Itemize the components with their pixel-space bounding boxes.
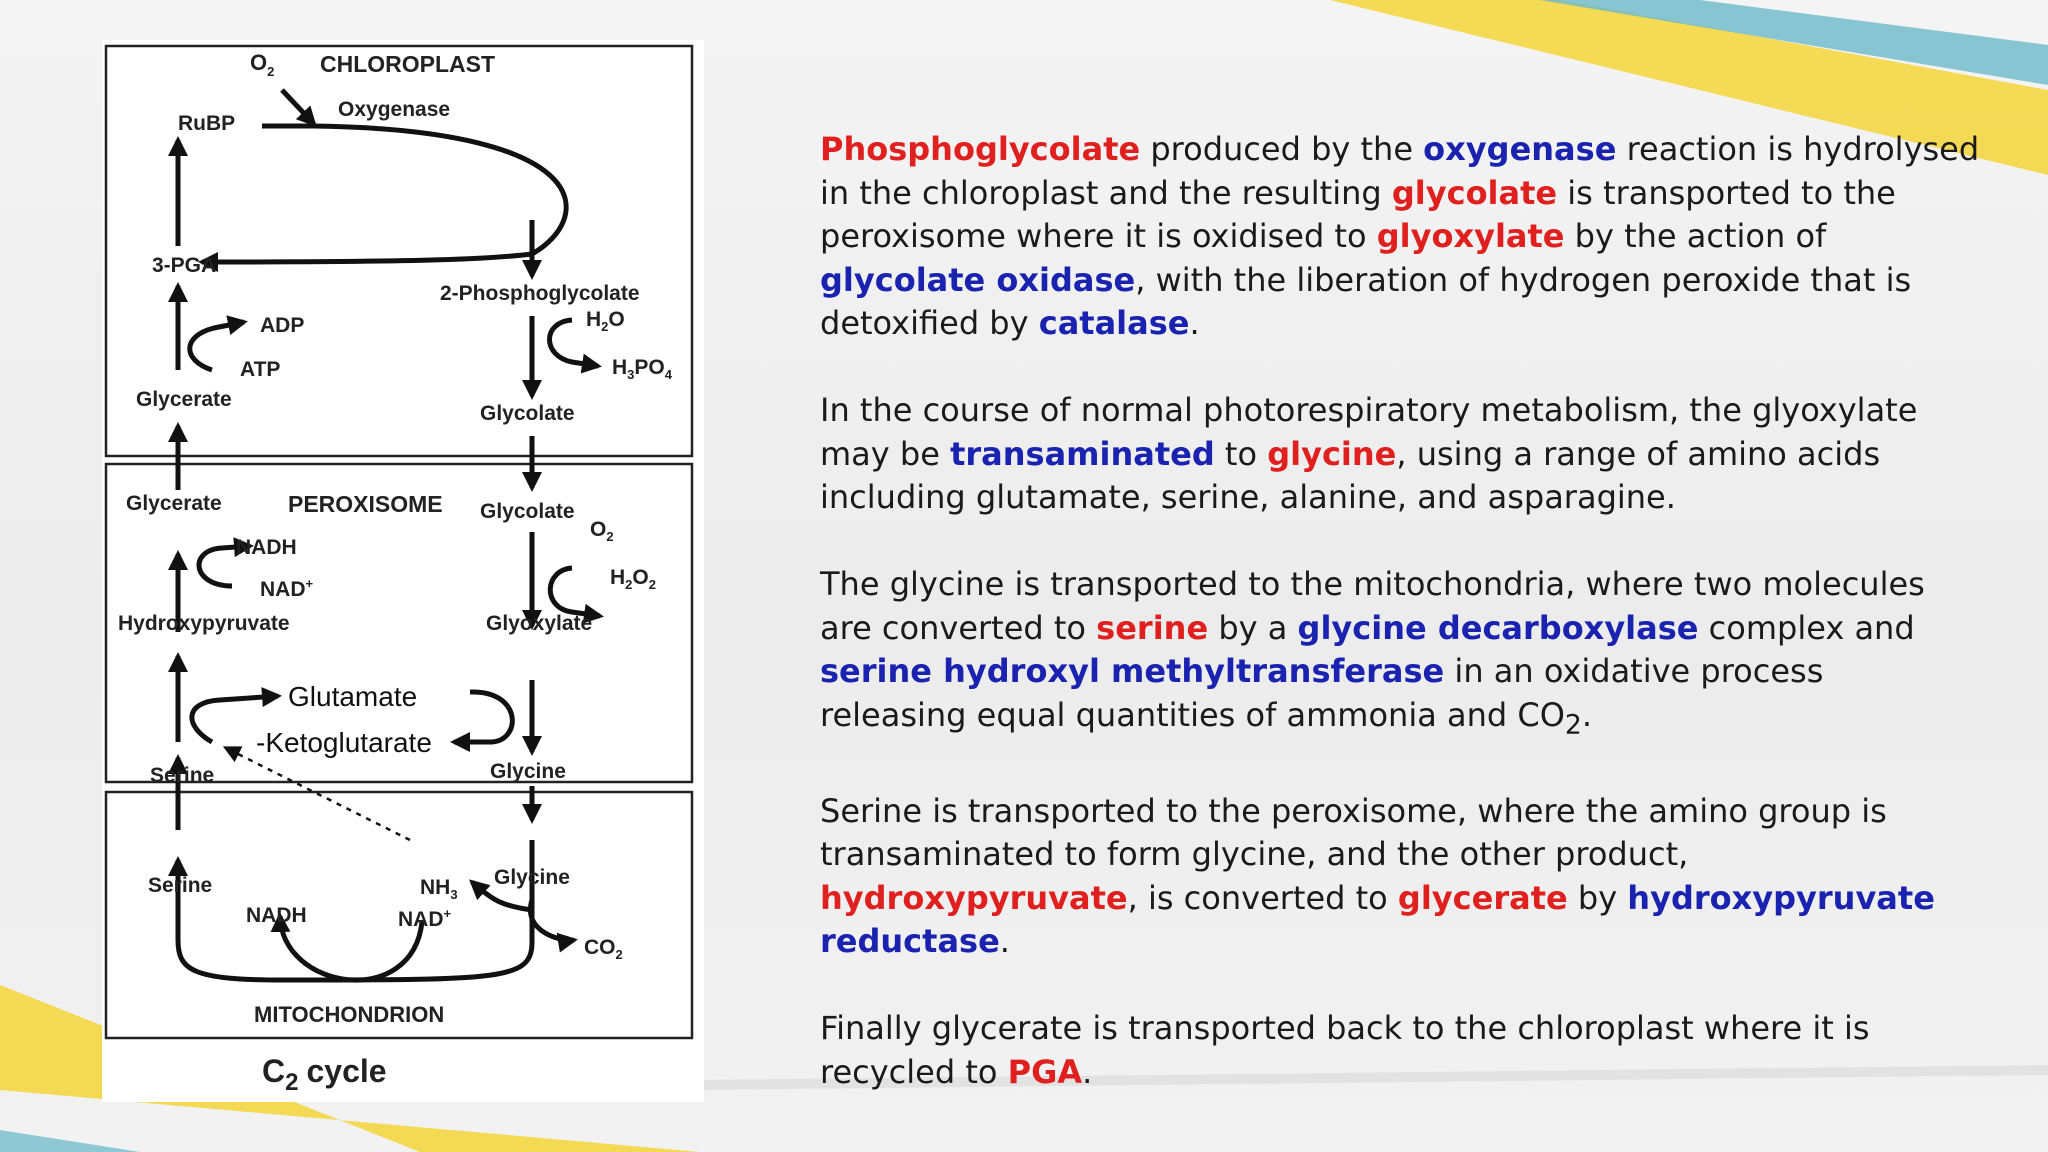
label-glycerate-chloroplast: Glycerate [136, 388, 232, 411]
arrow-nh3-recycle-dashed [226, 748, 410, 840]
arrow-ketoglutarate-loop [454, 692, 512, 742]
label-3pga: 3-PGA [152, 254, 217, 277]
label-nadh-mitochondrion: NADH [246, 904, 307, 927]
label-nad-peroxisome: NAD+ [260, 576, 314, 601]
label-o2-peroxisome: $O_2$ [590, 518, 614, 544]
label-oxygenase: Oxygenase [338, 98, 451, 121]
label-glycolate-chloroplast: Glycolate [480, 402, 575, 425]
arrow-mito-loop [178, 840, 532, 980]
arrow-atp-adp [190, 322, 244, 370]
label-glycolate-peroxisome: Glycolate [480, 500, 575, 523]
arrow-o2-in [282, 90, 314, 124]
label-glutamate: Glutamate [288, 681, 418, 712]
arrow-co2 [530, 900, 574, 940]
paragraph-recycle: Finally glycerate is transported back to the chloroplast where it is recycled to PGA. [820, 1009, 1870, 1091]
label-o2-top: $O_2$ [250, 50, 275, 79]
label-nh3: $NH_3$ [420, 876, 458, 902]
mitochondrion-label: MITOCHONDRION [254, 1002, 445, 1027]
arrow-rubp-oxygenase [202, 126, 566, 262]
label-nadh-peroxisome: NADH [236, 536, 297, 559]
label-hydroxypyruvate: Hydroxypyruvate [118, 612, 290, 635]
label-serine-peroxisome: Serine [150, 764, 215, 787]
label-serine-mitochondrion: Serine [148, 874, 213, 897]
label-glycine-mitochondrion: Glycine [494, 866, 570, 889]
explanation-text [820, 128, 1980, 1138]
label-glycerate-peroxisome: Glycerate [126, 492, 222, 515]
label-h2o2: $H_2O_2$ [610, 566, 656, 592]
label-nad-mitochondrion: NAD+ [398, 906, 452, 931]
arrow-o2-h2o2 [550, 568, 600, 616]
label-h3po4: $H_3PO_4$ [612, 356, 672, 382]
label-h2o: $H_2O$ [586, 308, 625, 334]
diagram-caption: $C_2$ cycle [262, 1053, 387, 1096]
label-rubp: RuBP [178, 112, 236, 135]
paragraph-transamination: In the course of normal photorespiratory metabolism, the glyoxylate may be transaminated to glycine, using a range of amino acids including glutamate, serine, alanine, and asparagine. [820, 391, 1918, 516]
peroxisome-label: PEROXISOME [288, 491, 443, 517]
label-2-phosphoglycolate: 2-Phosphoglycolate [440, 282, 640, 305]
label-co2: $CO_2$ [584, 936, 623, 962]
label-glycine-peroxisome: Glycine [490, 760, 566, 783]
label-glyoxylate: Glyoxylate [486, 612, 593, 635]
paragraph-mitochondria: The glycine is transported to the mitochondria, where two molecules are converted to serine by a glycine decarboxylase complex and serine hydroxyl methyltransferase in an oxidative process releasing equal quantities of ammonia and $CO_2$. [820, 565, 1925, 740]
c2-cycle-diagram [102, 40, 704, 1102]
label-adp: ADP [260, 314, 305, 337]
label-atp: ATP [240, 358, 281, 381]
paragraph-serine: Serine is transported to the peroxisome, where the amino group is transaminated to form glycine, and the other product, hydroxypyruvate, is converted to glycerate by hydroxypyruvate reductase. [820, 791, 1935, 961]
label-ketoglutarate: -Ketoglutarate [256, 727, 432, 758]
chloroplast-label: CHLOROPLAST [320, 51, 496, 77]
paragraph-oxygenase: Phosphoglycolate produced by the oxygenase reaction is hydrolysed in the chloroplast and the resulting glycolate is transported to the peroxisome where it is oxidised to glyoxylate by the action of glycolate oxidase, with the liberation of hydrogen peroxide that is detoxified by catalase. [820, 130, 1980, 342]
